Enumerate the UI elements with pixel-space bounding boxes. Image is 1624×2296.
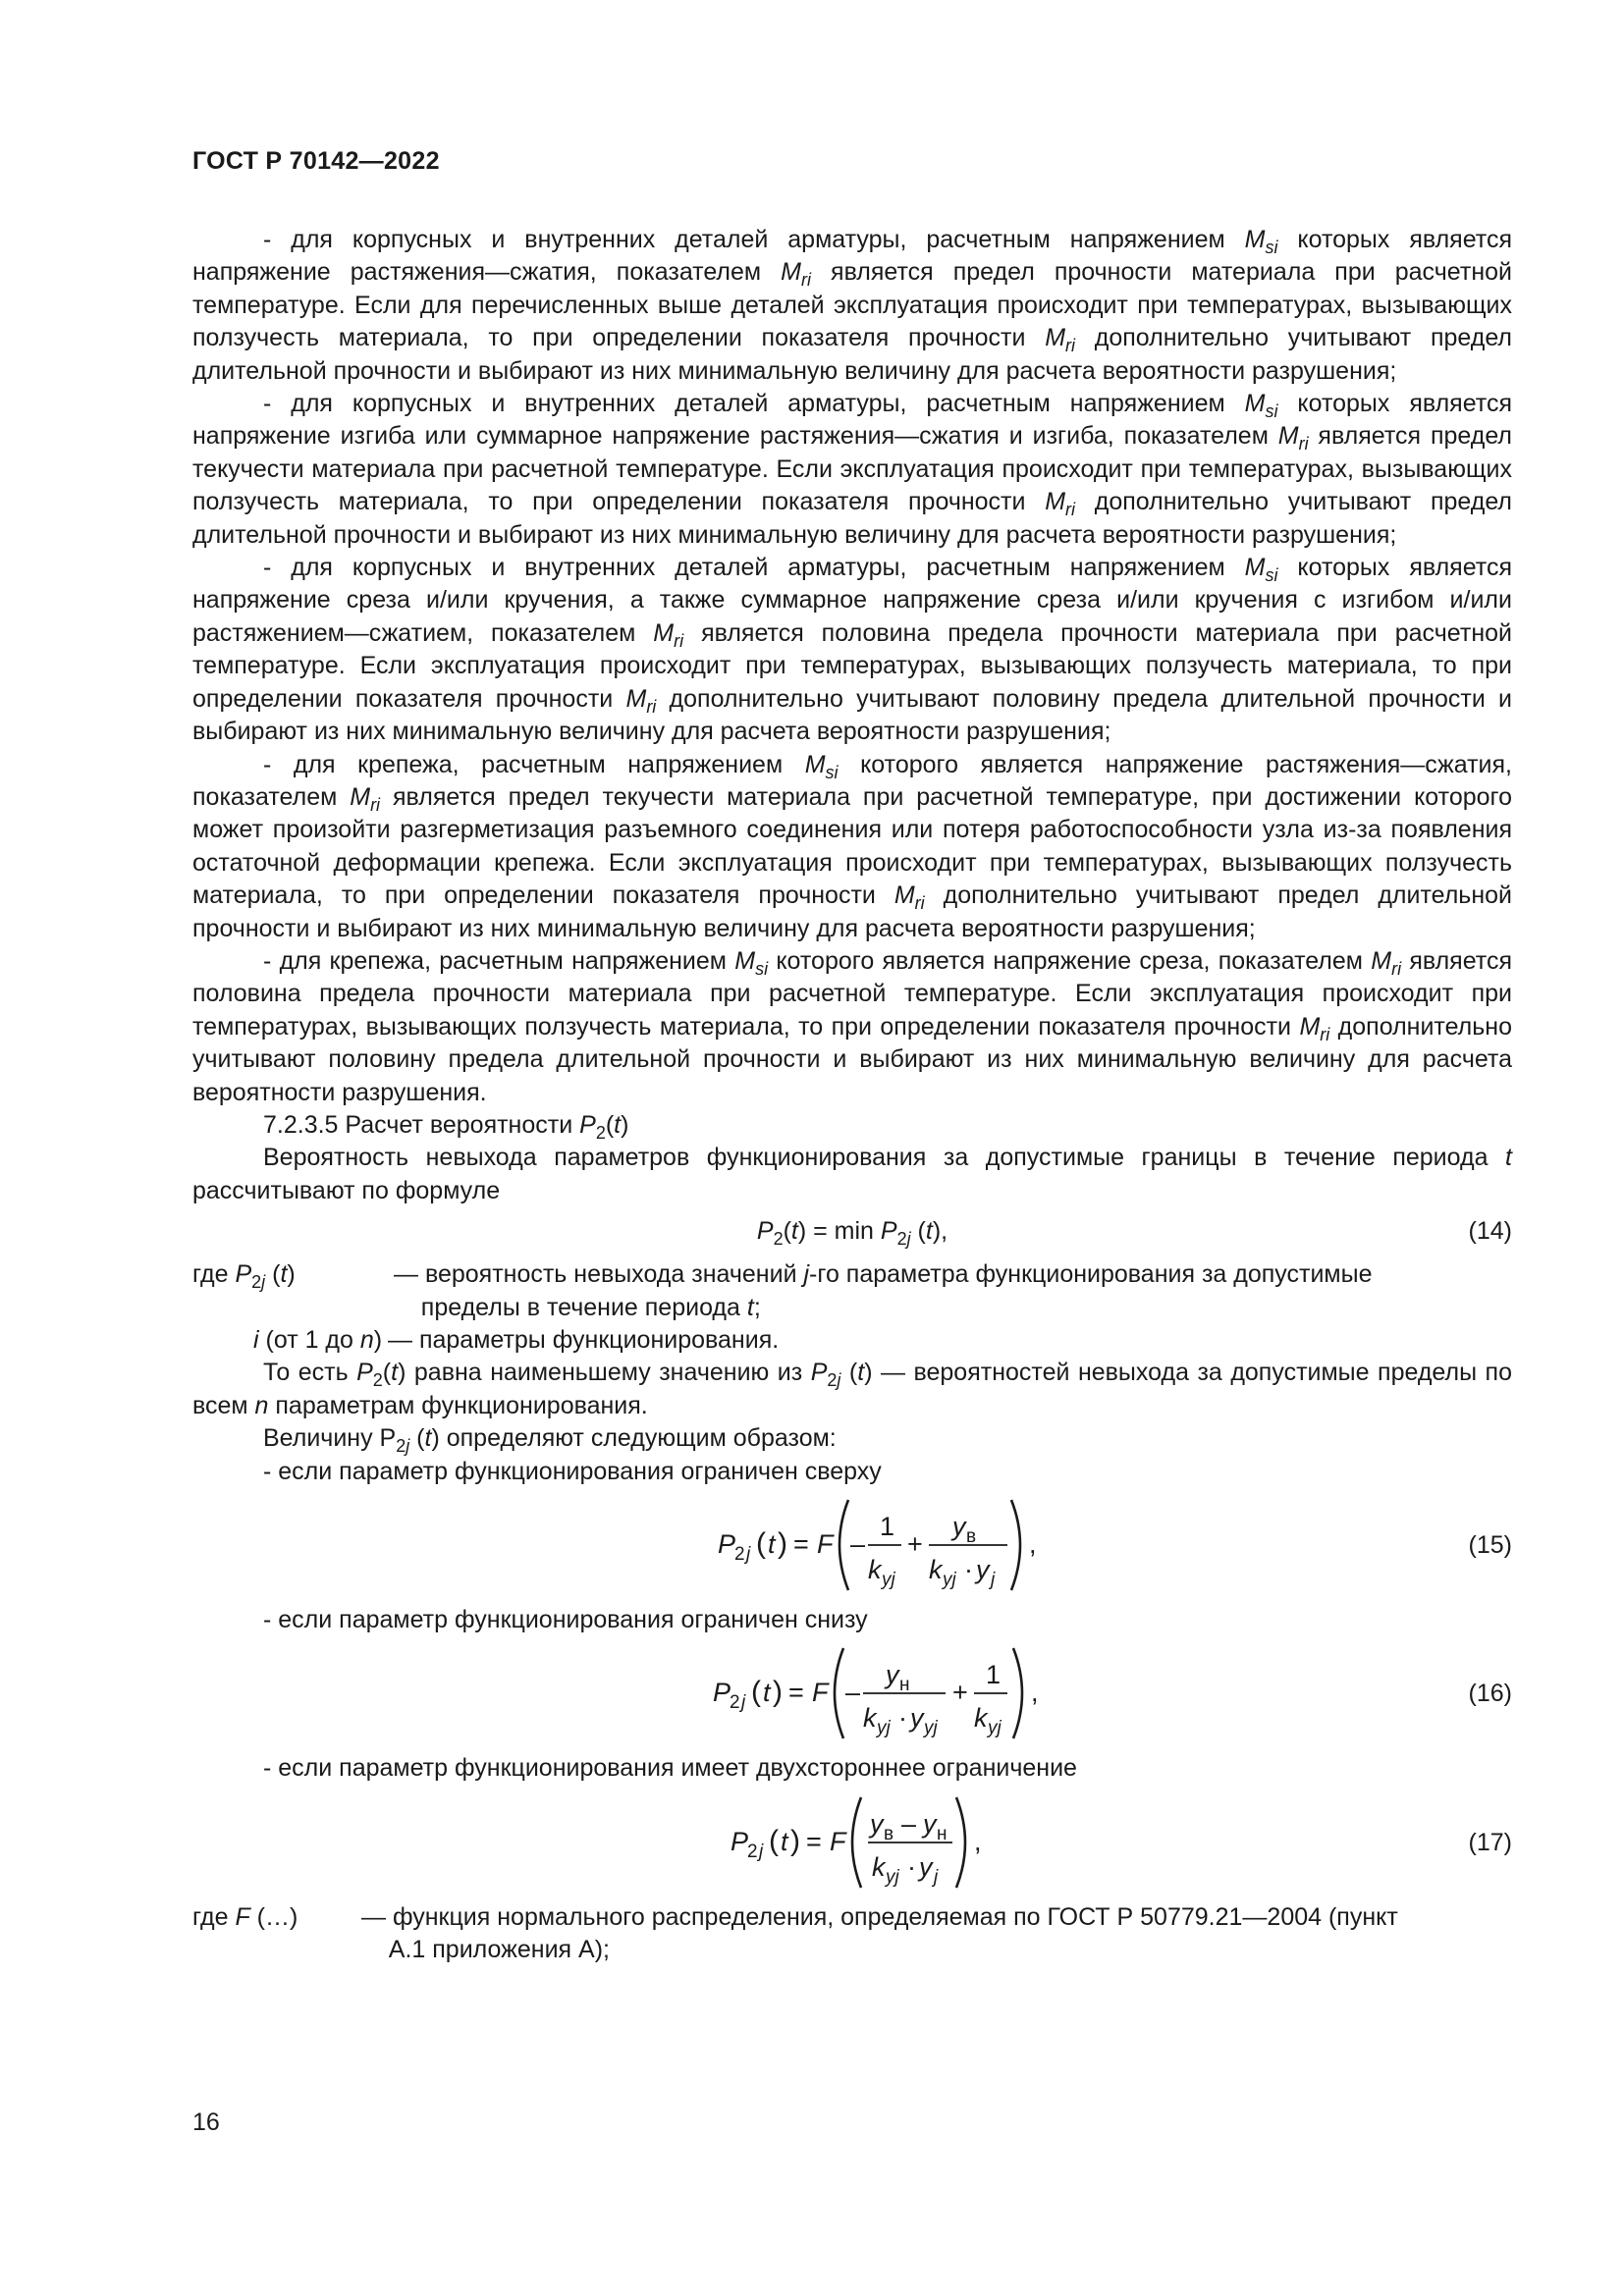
- svg-text:=: =: [788, 1678, 804, 1708]
- page-number: 16: [192, 2109, 220, 2136]
- svg-text:(: (: [756, 1527, 766, 1561]
- where-def-final: — функция нормального распределения, определяемая по ГОСТ Р 50779.21—2004 (пункт А.1 приложения А);: [361, 1902, 1398, 1964]
- paragraph-2: - для корпусных и внутренних деталей арматуры, расчетным напряжением $M_{si}$ которых является напряжение изгиба или суммарное напряжение растяжения—сжатия и изгиба, показателем $M_{ri}$ является предел текучести материала при расчетной температуре. Если эксплуатация происходит при температурах, вызывающих ползучесть материала, то при определении показателя прочности $M_{ri}$ дополнительно учитывают предел длительной прочности и выбирают из них минимальную величину для расчета вероятности разрушения;: [192, 390, 1512, 549]
- where-term-final: где F (…): [192, 1902, 298, 1931]
- svg-text:(: (: [769, 1824, 779, 1857]
- svg-text:yj: yj: [882, 1570, 895, 1591]
- svg-text:P: P: [713, 1678, 731, 1708]
- svg-text:yj: yj: [988, 1718, 1001, 1739]
- paragraph-3: - для корпусных и внутренних деталей арматуры, расчетным напряжением $M_{si}$ которых является напряжение среза и/или кручения, а также суммарное напряжение среза и/или кручения с изгибом и/или растяжением—сжатием, показателем $M_{ri}$ является половина предела прочности материала при расчетной температуре. Если эксплуатация происходит при температурах, вызывающих ползучесть материала, то при определении показателя прочности $M_{ri}$ дополнительно учитывают половину предела длительной прочности и выбирают из них минимальную величину для расчета вероятности разрушения;: [192, 554, 1512, 746]
- formula-14: [192, 1209, 1512, 1253]
- formula-15-number: (15): [1468, 1531, 1512, 1560]
- svg-text:F: F: [817, 1529, 834, 1560]
- svg-text:): ): [773, 1676, 783, 1709]
- where-term-1: где $P_{2j}$ (t): [192, 1260, 296, 1293]
- document-header: ГОСТ Р 70142—2022: [192, 147, 440, 175]
- where-def-1: — вероятность невыхода значений j-го параметра функционирования за допустимые пределы в течение периода t;: [394, 1260, 1373, 1321]
- svg-text:k: k: [868, 1555, 882, 1585]
- svg-text:j: j: [746, 1544, 751, 1566]
- svg-text:(: (: [751, 1676, 761, 1709]
- svg-text:k: k: [872, 1851, 886, 1882]
- paragraph-4: - для крепежа, расчетным напряжением $M_{si}$ которого является напряжение растяжения—сжатия, показателем $M_{ri}$ является предел текучести материала при расчетной температуре, при достижении которого может произойти разгерметизация разъемного соединения или потеря работоспособности узла из-за появления остаточной деформации крепежа. Если эксплуатация происходит при температурах, вызывающих ползучесть материала, то при определении показателя прочности $M_{ri}$ дополнительно учитывают предел длительной прочности и выбирают из них минимальную величину для расчета вероятности разрушения;: [192, 750, 1513, 942]
- svg-text:): ): [778, 1527, 787, 1561]
- paragraph-5: - для крепежа, расчетным напряжением $M_{si}$ которого является напряжение среза, показателем $M_{ri}$ является половина предела прочности материала при расчетной температуре. Если эксплуатация происходит при температурах, вызывающих ползучесть материала, то при определении показателя прочности $M_{ri}$ дополнительно учитывают половину предела длительной прочности и выбирают из них минимальную величину для расчета вероятности разрушения.: [192, 946, 1512, 1106]
- svg-text:·: ·: [907, 1851, 916, 1882]
- svg-text:j: j: [991, 1570, 996, 1591]
- svg-text:y: y: [910, 1703, 924, 1734]
- svg-text:t: t: [768, 1529, 776, 1560]
- where-label: где: [192, 1260, 229, 1289]
- svg-text:=: =: [806, 1826, 822, 1856]
- f16-num2: 1: [986, 1660, 1001, 1690]
- section-heading: 7.2.3.5 Расчет вероятности $P_2(t)$: [263, 1110, 629, 1143]
- svg-text:y: y: [976, 1555, 990, 1585]
- paragraph-1: - для корпусных и внутренних деталей арматуры, расчетным напряжением $M_{si}$ которых является напряжение растяжения—сжатия, показателем $M_{ri}$ является предел прочности материала при расчетной температуре. Если для перечисленных выше деталей эксплуатация происходит при температурах, вызывающих ползучесть материала, то при определении показателя прочности $M_{ri}$ дополнительно учитывают предел длительной прочности и выбирают из них минимальную величину для расчета вероятности разрушения;: [192, 226, 1512, 385]
- svg-text:j: j: [759, 1841, 764, 1862]
- case-both: - если параметр функционирования имеет двухстороннее ограничение: [263, 1754, 1077, 1783]
- svg-text:y: y: [952, 1512, 966, 1542]
- svg-text:j: j: [934, 1866, 939, 1888]
- svg-text:=: =: [793, 1529, 809, 1560]
- svg-text:+: +: [952, 1678, 968, 1708]
- svg-text:–: –: [845, 1678, 861, 1708]
- where-row-2: [192, 1324, 1512, 1357]
- svg-text:yj: yj: [924, 1718, 938, 1739]
- svg-text:y: y: [923, 1808, 937, 1839]
- formula-17-number: (17): [1468, 1828, 1512, 1856]
- svg-text:y: y: [886, 1660, 899, 1690]
- svg-text:2: 2: [730, 1692, 740, 1714]
- formula-14-expression: $P_2(t) = \min P_{2j}$ (t),: [756, 1217, 948, 1250]
- svg-text:P: P: [731, 1826, 749, 1856]
- where-row-1: [192, 1258, 1512, 1324]
- formula-14-number: (14): [1468, 1217, 1512, 1246]
- intro-paragraph: Вероятность невыхода параметров функционирования за допустимые границы в течение периода t рассчитывают по формуле: [192, 1144, 1512, 1204]
- svg-text:,: ,: [1031, 1678, 1039, 1708]
- svg-text:·: ·: [898, 1703, 907, 1734]
- where-term-2: i (от 1 до n): [253, 1326, 383, 1354]
- svg-text:–: –: [850, 1529, 866, 1560]
- svg-text:2: 2: [747, 1841, 758, 1862]
- svg-text:в: в: [884, 1823, 894, 1844]
- formula-16-number: (16): [1468, 1680, 1512, 1708]
- svg-text:,: ,: [1029, 1529, 1037, 1560]
- svg-text:k: k: [929, 1555, 943, 1585]
- svg-text:yj: yj: [943, 1570, 956, 1591]
- svg-text:в: в: [966, 1526, 977, 1548]
- svg-text:yj: yj: [877, 1718, 891, 1739]
- svg-text:F: F: [830, 1826, 846, 1856]
- formula-16-graphic: [192, 1636, 1512, 1752]
- svg-text:t: t: [763, 1678, 771, 1708]
- svg-text:j: j: [741, 1692, 746, 1714]
- svg-text:F: F: [812, 1678, 829, 1708]
- section-number: 7.2.3.5: [263, 1110, 339, 1139]
- formula-15-graphic: [192, 1488, 1512, 1604]
- svg-text:): ): [790, 1824, 800, 1857]
- svg-text:н: н: [899, 1675, 910, 1696]
- formula-17: [192, 1786, 1512, 1901]
- svg-text:,: ,: [974, 1826, 982, 1856]
- svg-text:2: 2: [734, 1544, 745, 1566]
- f15-num1: 1: [880, 1512, 895, 1542]
- svg-text:yj: yj: [886, 1866, 899, 1888]
- svg-text:н: н: [937, 1823, 947, 1844]
- paragraph-value: Величину $P_{2j}$ (t) определяют следующим образом:: [263, 1424, 837, 1457]
- svg-text:y: y: [870, 1808, 884, 1839]
- svg-text:k: k: [974, 1703, 988, 1734]
- svg-text:+: +: [907, 1529, 923, 1560]
- page-body: [192, 224, 1512, 1967]
- where-def-2: — параметры функционирования.: [388, 1326, 780, 1354]
- svg-text:·: ·: [964, 1555, 973, 1585]
- svg-text:t: t: [781, 1826, 788, 1856]
- svg-text:–: –: [901, 1808, 917, 1839]
- where-row-final: [192, 1901, 1512, 1967]
- case-upper: - если параметр функционирования ограничен сверху: [263, 1457, 882, 1485]
- formula-17-graphic: [192, 1786, 1512, 1901]
- svg-text:y: y: [919, 1851, 933, 1882]
- svg-text:P: P: [718, 1529, 736, 1560]
- case-lower: - если параметр функционирования ограничен снизу: [263, 1606, 868, 1634]
- svg-text:k: k: [863, 1703, 877, 1734]
- formula-16: [192, 1636, 1512, 1752]
- paragraph-thatis: То есть $P_2(t)$ равна наименьшему значению из $P_{2j}$ (t) — вероятностей невыхода за допустимые пределы по всем n параметрам функционирования.: [192, 1359, 1512, 1419]
- formula-15: [192, 1488, 1512, 1604]
